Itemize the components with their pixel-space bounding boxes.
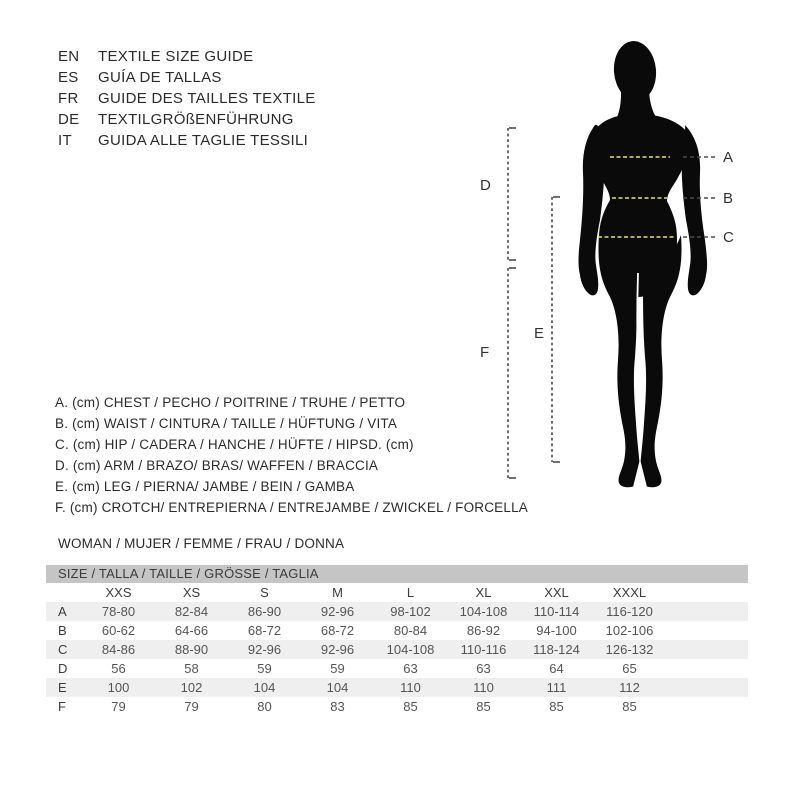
woman-silhouette — [579, 39, 708, 487]
language-code: ES — [58, 69, 79, 86]
filler-cell — [666, 583, 748, 602]
value-cell: 83 — [330, 699, 345, 714]
gender-line: WOMAN / MUJER / FEMME / FRAU / DONNA — [58, 536, 345, 551]
value-cell: 102 — [180, 680, 203, 695]
corner-cell — [46, 583, 82, 602]
row-label: C — [58, 642, 68, 657]
language-row-it — [58, 130, 316, 151]
value-cell: 64 — [549, 661, 564, 676]
size-col-xxs: XXS — [105, 585, 132, 600]
value-cell: 82-84 — [174, 604, 209, 619]
right-leg — [640, 235, 682, 487]
value-cell: 68-72 — [247, 623, 282, 638]
value-cell: 85 — [403, 699, 418, 714]
value-cell: 88-90 — [174, 642, 209, 657]
row-label: A — [58, 604, 67, 619]
size-col-l: L — [406, 585, 415, 600]
size-col-xs: XS — [182, 585, 201, 600]
size-col-s: S — [260, 585, 269, 600]
table-row-C — [46, 640, 748, 659]
marker-waist: B — [723, 190, 734, 207]
filler-cell — [666, 621, 748, 640]
value-cell: 59 — [257, 661, 272, 676]
value-cell: 94-100 — [536, 623, 577, 638]
filler-cell — [666, 678, 748, 697]
table-row-E — [46, 678, 748, 697]
value-cell: 92-96 — [320, 604, 355, 619]
value-cell: 63 — [403, 661, 418, 676]
row-label: B — [58, 623, 67, 638]
guide-title: TEXTILGRÖßENFÜHRUNG — [98, 111, 294, 128]
value-cell: 56 — [111, 661, 126, 676]
value-cell: 116-120 — [606, 604, 653, 619]
value-cell: 58 — [184, 661, 199, 676]
marker-chest: A — [723, 149, 734, 166]
value-cell: 110-114 — [533, 604, 580, 619]
value-cell: 102-106 — [605, 623, 654, 638]
guide-title: GUÍA DE TALLAS — [98, 69, 222, 86]
size-table — [46, 565, 748, 716]
language-row-de — [58, 109, 316, 130]
right-arm — [682, 125, 707, 295]
measurement-legend — [55, 392, 528, 518]
value-cell: 112 — [619, 680, 640, 695]
value-cell: 60-62 — [101, 623, 136, 638]
value-cell: 86-92 — [466, 623, 501, 638]
value-cell: 85 — [549, 699, 564, 714]
row-label: D — [58, 661, 68, 676]
value-cell: 64-66 — [174, 623, 209, 638]
legend-hip: C. (cm) HIP / CADERA / HANCHE / HÜFTE / HIPSD. (cm) — [55, 437, 414, 452]
row-label: F — [58, 699, 66, 714]
row-label: E — [58, 680, 67, 695]
size-col-xxxl: XXXL — [612, 585, 647, 600]
size-col-xl: XL — [475, 585, 492, 600]
value-cell: 59 — [330, 661, 345, 676]
language-code: IT — [58, 132, 72, 149]
value-cell: 111 — [546, 680, 567, 695]
value-cell: 80 — [257, 699, 272, 714]
value-cell: 84-86 — [101, 642, 136, 657]
size-col-xxl: XXL — [544, 585, 569, 600]
value-cell: 104 — [253, 680, 276, 695]
leg-gap — [637, 273, 640, 453]
value-cell: 110 — [473, 680, 494, 695]
marker-crotch: F — [480, 344, 490, 361]
marker-arm: D — [480, 177, 491, 194]
language-code: EN — [58, 48, 80, 65]
guide-title: GUIDE DES TAILLES TEXTILE — [98, 90, 316, 107]
legend-arm: D. (cm) ARM / BRAZO/ BRAS/ WAFFEN / BRACCIA — [55, 458, 379, 473]
value-cell: 98-102 — [390, 604, 431, 619]
value-cell: 79 — [111, 699, 126, 714]
legend-crotch: F. (cm) CROTCH/ ENTREPIERNA / ENTREJAMBE / ZWICKEL / FORCELLA — [55, 500, 528, 515]
legend-waist: B. (cm) WAIST / CINTURA / TAILLE / HÜFTUNG / VITA — [55, 416, 398, 431]
size-header-row — [46, 583, 748, 602]
value-cell: 85 — [476, 699, 491, 714]
language-title-list — [58, 46, 316, 151]
guide-title: TEXTILE SIZE GUIDE — [98, 48, 254, 65]
value-cell: 85 — [622, 699, 637, 714]
value-cell: 110 — [400, 680, 421, 695]
filler-cell — [666, 602, 748, 621]
filler-cell — [666, 640, 748, 659]
value-cell: 100 — [107, 680, 130, 695]
language-row-es — [58, 67, 316, 88]
value-cell: 104-108 — [386, 642, 435, 657]
value-cell: 65 — [622, 661, 637, 676]
size-col-m: M — [332, 585, 343, 600]
value-cell: 104 — [326, 680, 349, 695]
value-cell: 86-90 — [247, 604, 282, 619]
size-table-header: SIZE / TALLA / TAILLE / GRÖSSE / TAGLIA — [46, 565, 748, 583]
legend-leg: E. (cm) LEG / PIERNA/ JAMBE / BEIN / GAMBA — [55, 479, 355, 494]
table-row-A — [46, 602, 748, 621]
table-row-D — [46, 659, 748, 678]
value-cell: 68-72 — [320, 623, 355, 638]
value-cell: 78-80 — [101, 604, 136, 619]
value-cell: 110-116 — [460, 642, 507, 657]
guide-title: GUIDA ALLE TAGLIE TESSILI — [98, 132, 309, 149]
left-leg — [598, 235, 640, 487]
table-row-B — [46, 621, 748, 640]
value-cell: 118-124 — [533, 642, 580, 657]
marker-hip: C — [723, 229, 734, 246]
value-cell: 80-84 — [393, 623, 428, 638]
value-cell: 104-108 — [459, 604, 508, 619]
value-cell: 63 — [476, 661, 491, 676]
value-cell: 79 — [184, 699, 199, 714]
filler-cell — [666, 659, 748, 678]
value-cell: 92-96 — [320, 642, 355, 657]
table-row-F — [46, 697, 748, 716]
filler-cell — [666, 697, 748, 716]
marker-leg: E — [534, 325, 545, 342]
language-row-en — [58, 46, 316, 67]
legend-chest: A. (cm) CHEST / PECHO / POITRINE / TRUHE / PETTO — [55, 395, 406, 410]
value-cell: 92-96 — [247, 642, 282, 657]
language-code: DE — [58, 111, 80, 128]
language-code: FR — [58, 90, 79, 107]
language-row-fr — [58, 88, 316, 109]
value-cell: 126-132 — [605, 642, 654, 657]
